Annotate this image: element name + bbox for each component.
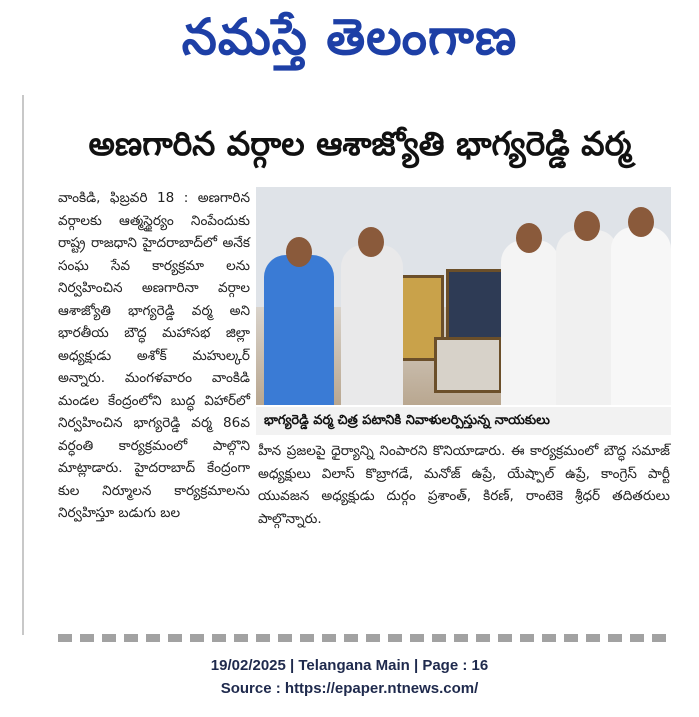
person-figure [611,227,671,405]
person-figure [556,230,618,405]
next-article-strip [58,634,670,642]
article-headline: అణగారిన వర్గాల ఆశాజ్యోతి భాగ్యరెడ్డి వర్మ [88,124,632,163]
page-footer [0,654,699,700]
body-paragraph-left: వాంకిడి, ఫిబ్రవరి 18 : అణగారిన వర్గాలకు ఆత్మస్థైర్యం నింపేందుకు రాష్ట్ర రాజధాని హైదరాబాద్‌లో అనేక సంఘ సేవ కార్యక్రమా లను నిర్వహించిన అణగారినా వర్గాల ఆశాజ్యోతి భాగ్యరెడ్డి వర్మ అని భారతీయ బౌద్ధ మహాసభ జిల్లా అధ్యక్షుడు అశోక్ మహుల్కర్ అన్నారు. మంగళవారం వాంకిడి మండల కేంద్రంలోని బుద్ధ విహార్‌లో నిర్వహించిన భాగ్యరెడ్డి వర్మ 86వ వర్ధంతి కార్యక్రమంలో పాల్గొని మాట్లాడారు. హైదరాబాద్ కేంద్రంగా కుల నిర్మూలన కార్యక్రమాలను నిర్వహిస్తూ బడుగు బల [58,190,250,521]
person-head [358,227,384,257]
photo-caption: భాగ్యరెడ్డి వర్మ చిత్ర పటానికి నివాళులర్పిస్తున్న నాయకులు [256,407,671,435]
footer-source-link[interactable]: Source : https://epaper.ntnews.com/ [220,680,479,697]
person-figure [501,240,559,405]
person-head [628,207,654,237]
portrait-frame [434,337,502,393]
person-head [286,237,312,267]
footer-edition-line: 19/02/2025 | Telangana Main | Page : 16 [210,657,489,674]
article-photo [256,187,671,405]
person-head [516,223,542,253]
column-divider [22,95,24,635]
body-paragraph-right: హీన ప్రజలపై ధైర్యాన్ని నింపారని కొనియాడారు. ఈ కార్యక్రమంలో బౌద్ధ సమాజ్ అధ్యక్షులు విలాస్ కొబ్రాగడే, మనోజ్ ఉప్రే, యేష్పాల్ ఉప్రే, కాంగ్రెస్ పార్టీ యువజన అధ్యక్షుడు దుర్గం ప్రశాంత్, కిరణ్, రాంటెకె శ్రీధర్ తదితరులు పాల్గొన్నారు. [258,443,670,527]
person-head [574,211,600,241]
person-figure [264,255,334,405]
article-body-right [258,440,670,530]
article-body-left [58,187,250,525]
masthead-title: నమస్తే తెలంగాణ [181,8,518,66]
person-figure [341,245,403,405]
